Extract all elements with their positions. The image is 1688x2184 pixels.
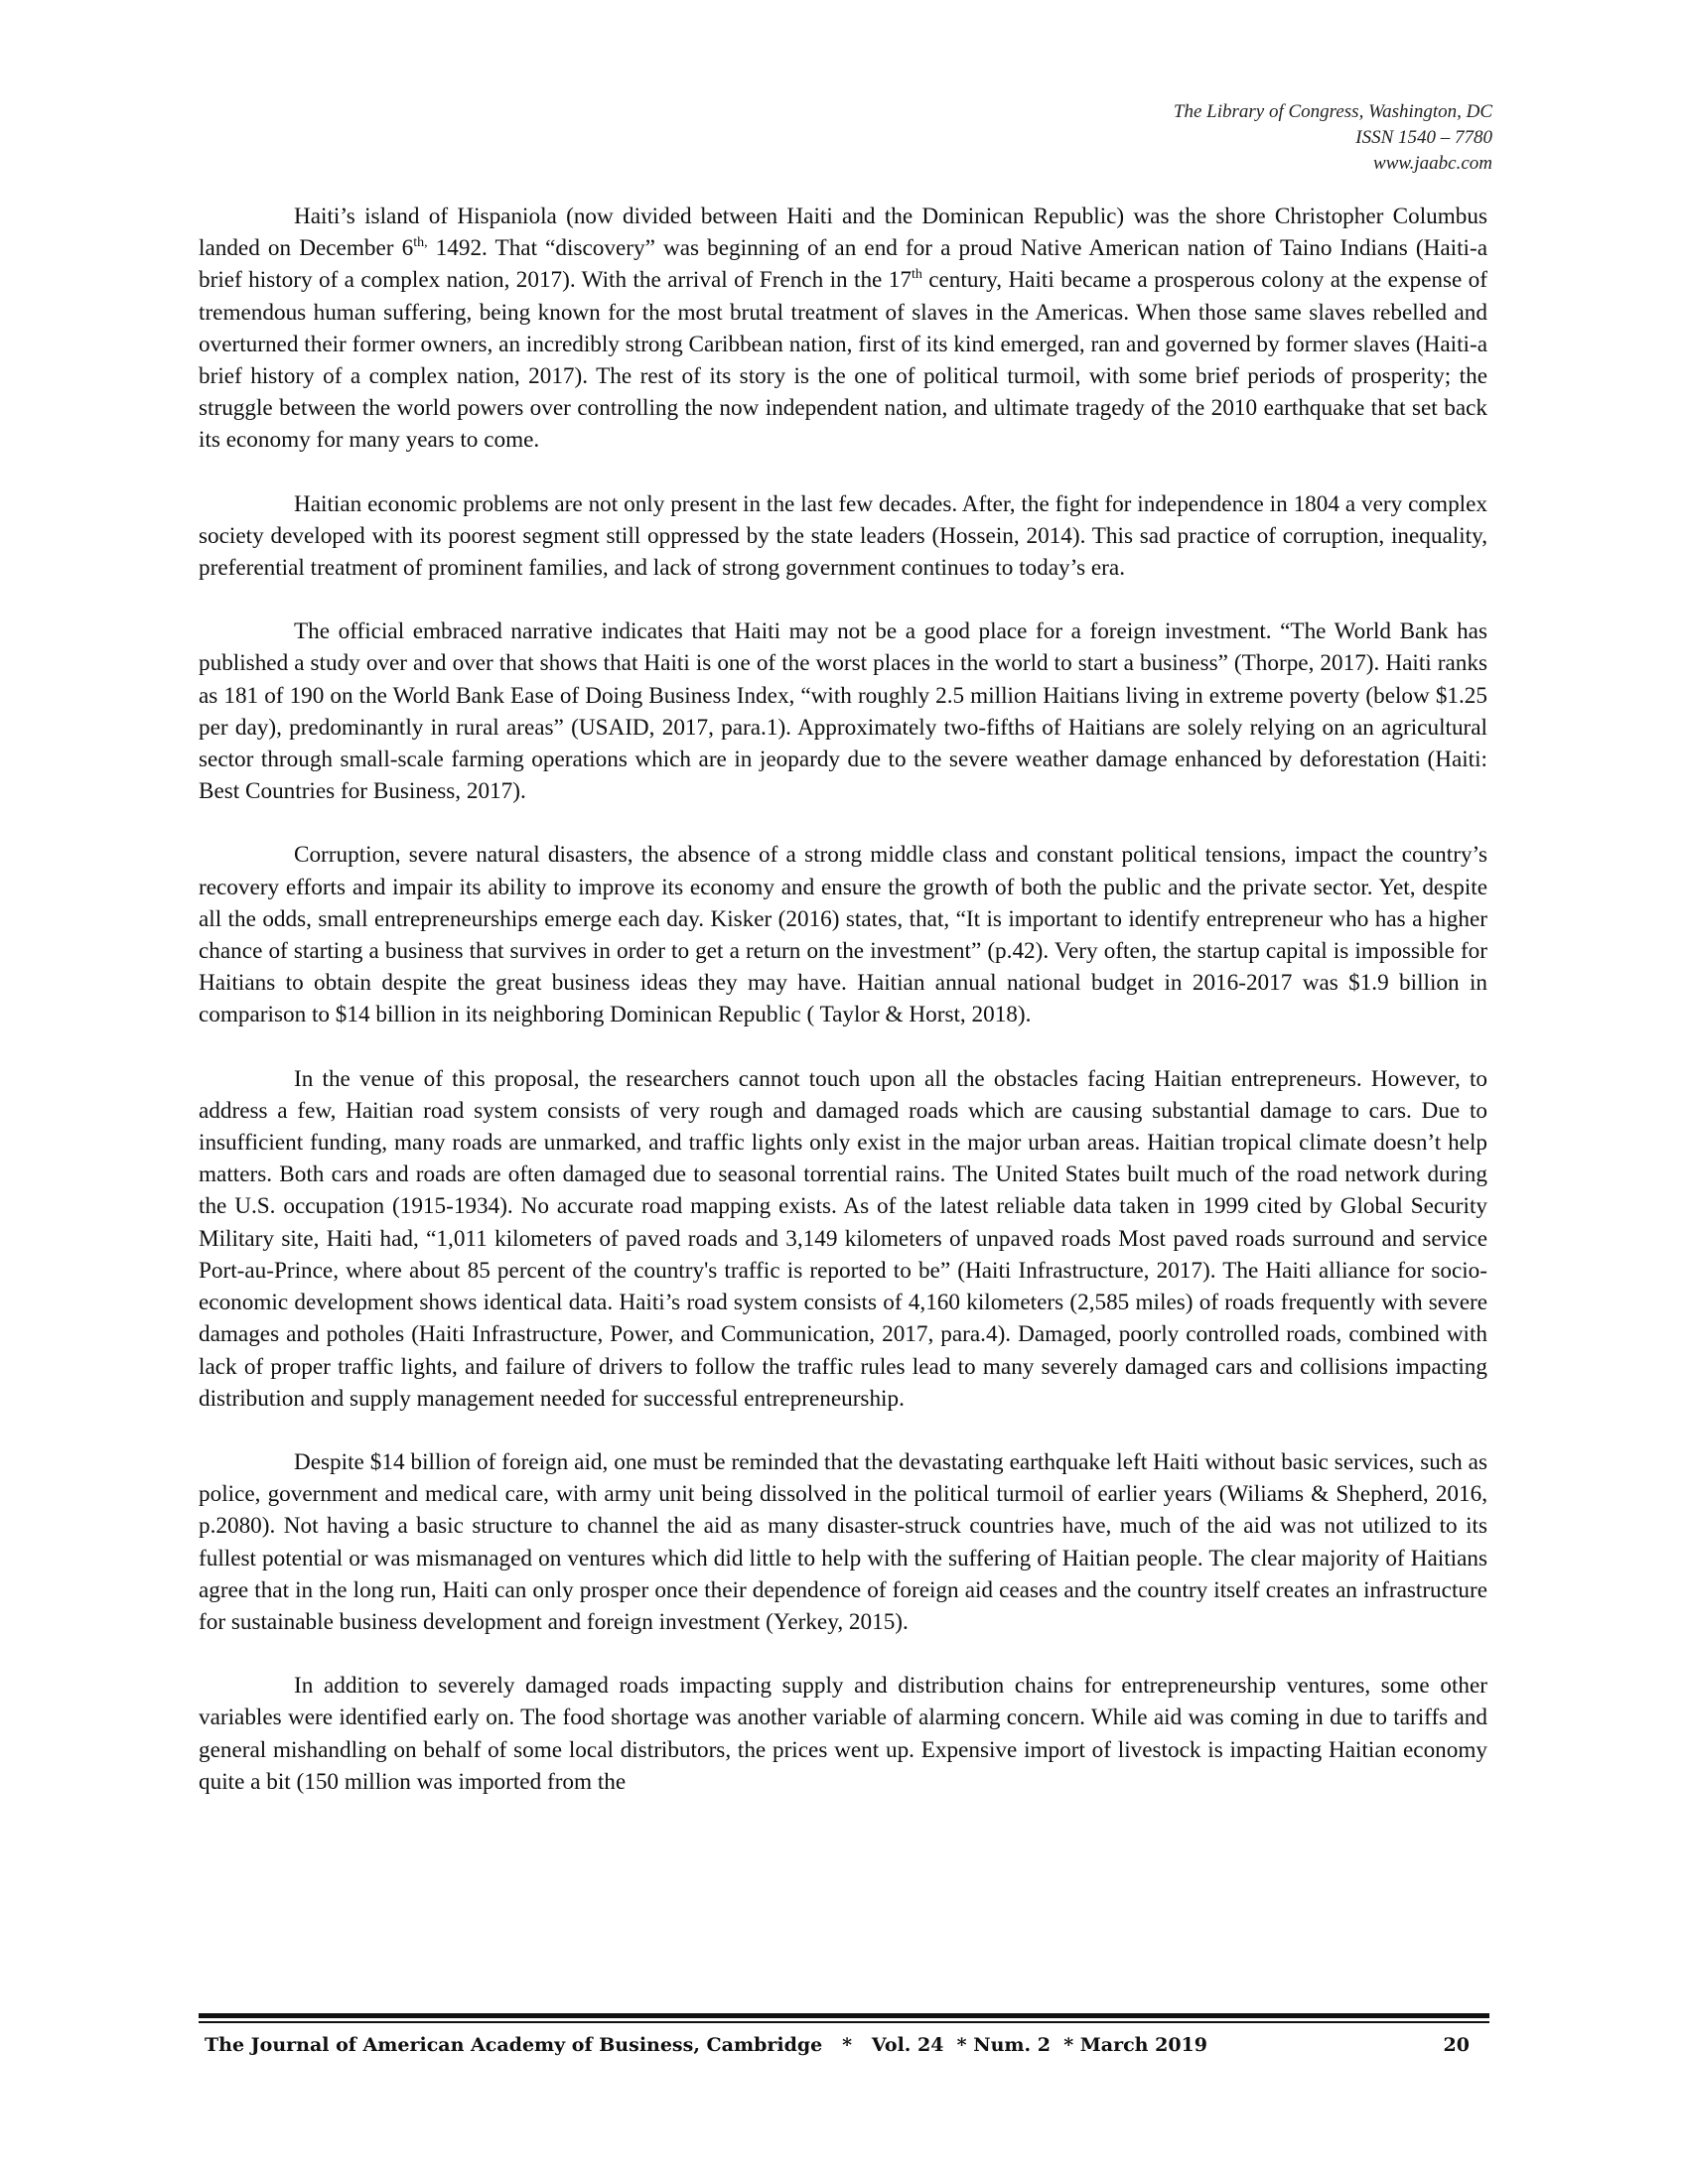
running-header: [1174, 99, 1492, 177]
footer-journal-citation: The Journal of American Academy of Business, Cambridge * Vol. 24 * Num. 2 * March 2019: [205, 2034, 1207, 2056]
header-issn-line: ISSN 1540 – 7780: [1355, 127, 1492, 148]
paragraph-2: Haitian economic problems are not only present in the last few decades. After, the fight for independence in 1804 a very complex society developed with its poorest segment still oppressed by the state leaders (Hossein, 2014). This sad practice of corruption, inequality, preferential treatment of prominent families, and lack of strong government continues to today’s era.: [199, 490, 1487, 582]
paragraph-1-part-c: century, Haiti became a prosperous colony at the expense of tremendous human suffering, being known for the most brutal treatment of slaves in the Americas. When those same slaves rebelled and overturned their former owners, an incredibly strong Caribbean nation, first of its kind emerged, ran and governed by former slaves (Haiti-a brief history of a complex nation, 2017). The rest of its story is the one of political turmoil, with some brief periods of prosperity; the struggle between the world powers over controlling the now independent nation, and ultimate tragedy of the 2010 earthquake that set back its economy for many years to come.: [199, 267, 1487, 454]
paragraph-4: Corruption, severe natural disasters, the absence of a strong middle class and constant political tensions, impact the country’s recovery efforts and impair its ability to improve its economy and ensure the growth of both the public and the private sector. Yet, despite all the odds, small entrepreneurships emerge each day. Kisker (2016) states, that, “It is important to identify entrepreneur who has a higher chance of starting a business that survives in order to get a return on the investment” (p.42). Very often, the startup capital is impossible for Haitians to obtain despite the great business ideas they may have. Haitian annual national budget in 2016-2017 was $1.9 billion in comparison to $14 billion in its neighboring Dominican Republic ( Taylor & Horst, 2018).: [199, 842, 1487, 1028]
page-number: 20: [1443, 2034, 1470, 2056]
paragraph-1-part-b: 1492. That “discovery” was beginning of an end for a proud Native American nation of Taino Indians (Haiti-a brief history of a complex nation, 2017). With the arrival of French in the 17: [199, 235, 1488, 294]
paragraph-6: Despite $14 billion of foreign aid, one must be reminded that the devastating earthquake left Haiti without basic services, such as police, government and medical care, with army unit being dissolved in the political turmoil of earlier years (Wiliams & Shepherd, 2016, p.2080). Not having a basic structure to channel the aid as many disaster-struck countries have, much of the aid was not utilized to its fullest potential or was mismanaged on ventures which did little to help with the suffering of Haitian people. The clear majority of Haitians agree that in the long run, Haiti can only prosper once their dependence of foreign aid ceases and the country itself creates an infrastructure for sustainable business development and foreign investment (Yerkey, 2015).: [199, 1448, 1487, 1635]
footer-rule-thin: [199, 2021, 1489, 2023]
header-website-line: www.jaabc.com: [1373, 153, 1492, 174]
header-library-line: The Library of Congress, Washington, DC: [1173, 101, 1492, 122]
paragraph-3: The official embraced narrative indicates that Haiti may not be a good place for a foreign investment. “The World Bank has published a study over and over that shows that Haiti is one of the worst places in the world to start a business” (Thorpe, 2017). Haiti ranks as 181 of 190 on the World Bank Ease of Doing Business Index, “with roughly 2.5 million Haitians living in extreme poverty (below $1.25 per day), predominantly in rural areas” (USAID, 2017, para.1). Approximately two-fifths of Haitians are solely relying on an agricultural sector through small-scale farming operations which are in jeopardy due to the severe weather damage enhanced by deforestation (Haiti: Best Countries for Business, 2017).: [199, 618, 1487, 805]
paragraph-7: In addition to severely damaged roads impacting supply and distribution chains for entrepreneurship ventures, some other variables were identified early on. The food shortage was another variable of alarming concern. While aid was coming in due to tariffs and general mishandling on behalf of some local distributors, the prices went up. Expensive import of livestock is impacting Haitian economy quite a bit (150 million was imported from the: [199, 1673, 1487, 1795]
paragraph-1-part-a: Haiti’s island of Hispaniola (now divided between Haiti and the Dominican Republic) was the shore Christopher Columbus landed on December 6: [199, 204, 1487, 262]
paragraph-1: [199, 201, 1487, 457]
superscript-th-2: th: [911, 267, 922, 283]
footer-rule-thick: [199, 2013, 1489, 2018]
superscript-th-1: th,: [413, 235, 428, 251]
paragraph-5: In the venue of this proposal, the researchers cannot touch upon all the obstacles facing Haitian entrepreneurs. However, to address a few, Haitian road system consists of very rough and damaged roads which are causing substantial damage to cars. Due to insufficient funding, many roads are unmarked, and traffic lights only exist in the major urban areas. Haitian tropical climate doesn’t help matters. Both cars and roads are often damaged due to seasonal torrential rains. The United States built much of the road network during the U.S. occupation (1915-1934). No accurate road mapping exists. As of the latest reliable data taken in 1999 cited by Global Security Military site, Haiti had, “1,011 kilometers of paved roads and 3,149 kilometers of unpaved roads Most paved roads surround and service Port-au-Prince, where about 85 percent of the country's traffic is reported to be” (Haiti Infrastructure, 2017). The Haiti alliance for socio-economic development shows identical data. Haiti’s road system consists of 4,160 kilometers (2,585 miles) of roads frequently with severe damages and potholes (Haiti Infrastructure, Power, and Communication, 2017, para.4). Damaged, poorly controlled roads, combined with lack of proper traffic lights, and failure of drivers to follow the traffic rules lead to many severely damaged cars and collisions impacting distribution and supply management needed for successful entrepreneurship.: [199, 1065, 1487, 1412]
article-body: [199, 201, 1487, 1798]
